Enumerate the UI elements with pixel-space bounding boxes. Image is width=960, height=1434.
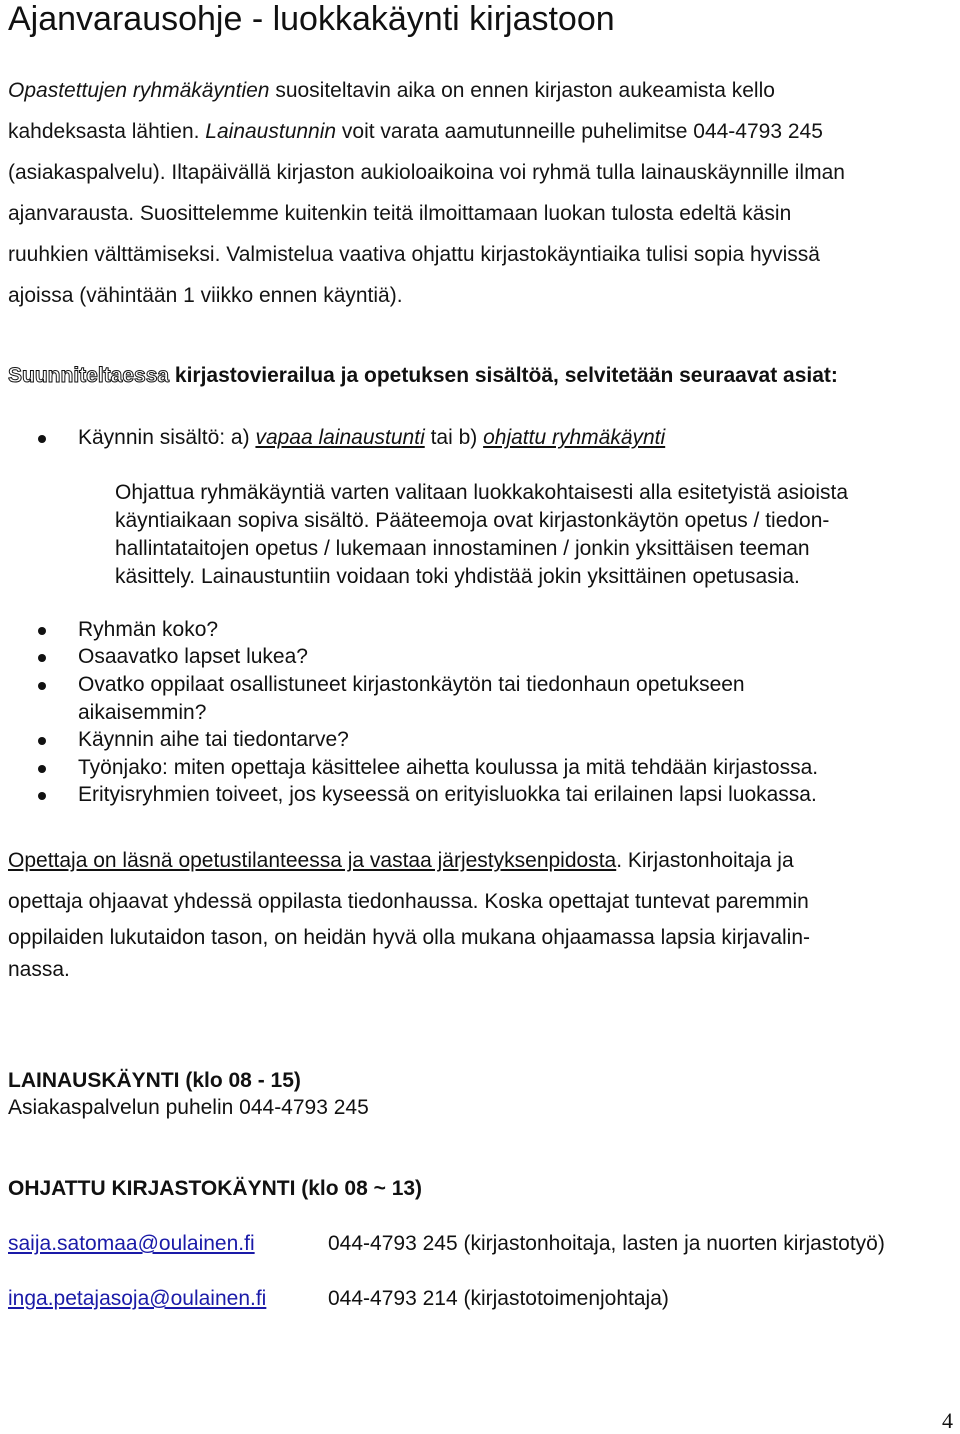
content-detail-line: hallintataitojen opetus / lukemaan innostaminen / jonkin yksittäisen teeman — [115, 537, 810, 560]
bullet-icon — [38, 435, 46, 443]
teacher-line-2: opettaja ohjaavat yhdessä oppilasta tiedonhaussa. Koska opettajat tuntevat paremmin — [8, 890, 809, 913]
intro-line-1-rest: suositeltavin aika on ennen kirjaston aukeamista kello — [269, 79, 775, 102]
question-item: Työnjako: miten opettaja käsittelee aihetta koulussa ja mitä tehdään kirjastossa. — [78, 756, 819, 779]
question-item: Ryhmän koko? — [78, 618, 219, 641]
lending-heading: LAINAUSKÄYNTI (klo 08 - 15) — [8, 1069, 301, 1092]
content-detail-line: käyntiaikaan sopiva sisältö. Pääteemoja ovat kirjastonkäytön opetus / tiedon- — [115, 509, 830, 532]
planning-heading-outlined-word: Suunniteltaessa — [8, 364, 170, 387]
teacher-paragraph — [8, 840, 953, 986]
teacher-line-4: nassa. — [8, 958, 70, 981]
contact-email-link[interactable]: inga.petajasoja@oulainen.fi — [8, 1287, 267, 1310]
question-item: Ovatko oppilaat osallistuneet kirjastonkäytön tai tiedonhaun opetukseen — [78, 673, 745, 696]
question-item-continuation: aikaisemmin? — [78, 701, 207, 724]
content-list-item — [78, 424, 665, 452]
contact-info: 044-4793 245 (kirjastonhoitaja, lasten ja nuorten kirjastotyö) — [328, 1232, 885, 1255]
intro-line-2-b: voit varata aamutunneille puhelimitse 044-4793 245 — [336, 120, 823, 143]
question-item: Erityisryhmien toiveet, jos kyseessä on erityisluokka tai erilainen lapsi luokassa. — [78, 783, 817, 806]
question-item: Käynnin aihe tai tiedontarve? — [78, 728, 349, 751]
bullet-icon — [38, 737, 46, 745]
guided-heading: OHJATTU KIRJASTOKÄYNTI (klo 08 ~ 13) — [8, 1177, 423, 1200]
content-detail-line: Ohjattua ryhmäkäyntiä varten valitaan luokkakohtaisesti alla esitetyistä asioista — [115, 481, 849, 504]
intro-line-5: ruuhkien välttämiseksi. Valmistelua vaativa ohjattu kirjastokäyntiaika tulisi sopia hyvissä — [8, 243, 820, 266]
content-item-prefix: Käynnin sisältö: a) — [78, 426, 256, 449]
contact-info: 044-4793 214 (kirjastotoimenjohtaja) — [328, 1287, 669, 1310]
intro-line-6: ajoissa (vähintään 1 viikko ennen käyntiä). — [8, 284, 403, 307]
intro-line-3: (asiakaspalvelu). Iltapäivällä kirjaston aukioloaikoina voi ryhmä tulla lainauskäynnille ilman — [8, 161, 845, 184]
bullet-icon — [38, 627, 46, 635]
bullet-icon — [38, 682, 46, 690]
teacher-line-1 — [8, 840, 953, 881]
lending-phone: Asiakaspalvelun puhelin 044-4793 245 — [8, 1096, 369, 1119]
page-title: Ajanvarausohje - luokkakäynti kirjastoon — [8, 0, 615, 38]
page-number: 4 — [942, 1408, 953, 1433]
question-item: Osaavatko lapset lukea? — [78, 645, 308, 668]
intro-line-1 — [8, 70, 953, 111]
teacher-line-3: oppilaiden lukutaidon tason, on heidän hyvä olla mukana ohjaamassa lapsia kirjavalin- — [8, 926, 811, 949]
bullet-icon — [38, 654, 46, 662]
intro-line-2-a: kahdeksasta lähtien. — [8, 120, 206, 143]
intro-italic-guided: Opastettujen ryhmäkäyntien — [8, 79, 270, 102]
intro-line-2 — [8, 111, 953, 152]
content-item-middle: tai b) — [424, 426, 484, 449]
planning-heading — [8, 362, 838, 390]
content-detail-paragraph — [115, 479, 960, 591]
teacher-line-1-rest: . Kirjastonhoitaja ja — [616, 849, 794, 872]
teacher-underlined-text: Opettaja on läsnä opetustilanteessa ja vastaa järjestyksenpidosta — [8, 849, 617, 872]
intro-italic-lending: Lainaustunnin — [205, 120, 337, 143]
content-detail-line: käsittely. Lainaustuntiin voidaan toki yhdistää jokin yksittäinen opetusasia. — [115, 565, 800, 588]
bullet-icon — [38, 765, 46, 773]
content-option-a: vapaa lainaustunti — [255, 426, 425, 449]
intro-paragraph — [8, 70, 953, 316]
planning-heading-rest: kirjastovierailua ja opetuksen sisältöä, selvitetään seuraavat asiat: — [169, 364, 838, 387]
content-option-b: ohjattu ryhmäkäynti — [483, 426, 666, 449]
contact-email-link[interactable]: saija.satomaa@oulainen.fi — [8, 1232, 255, 1255]
intro-line-4: ajanvarausta. Suosittelemme kuitenkin teitä ilmoittamaan luokan tulosta edeltä käsin — [8, 202, 792, 225]
bullet-icon — [38, 792, 46, 800]
